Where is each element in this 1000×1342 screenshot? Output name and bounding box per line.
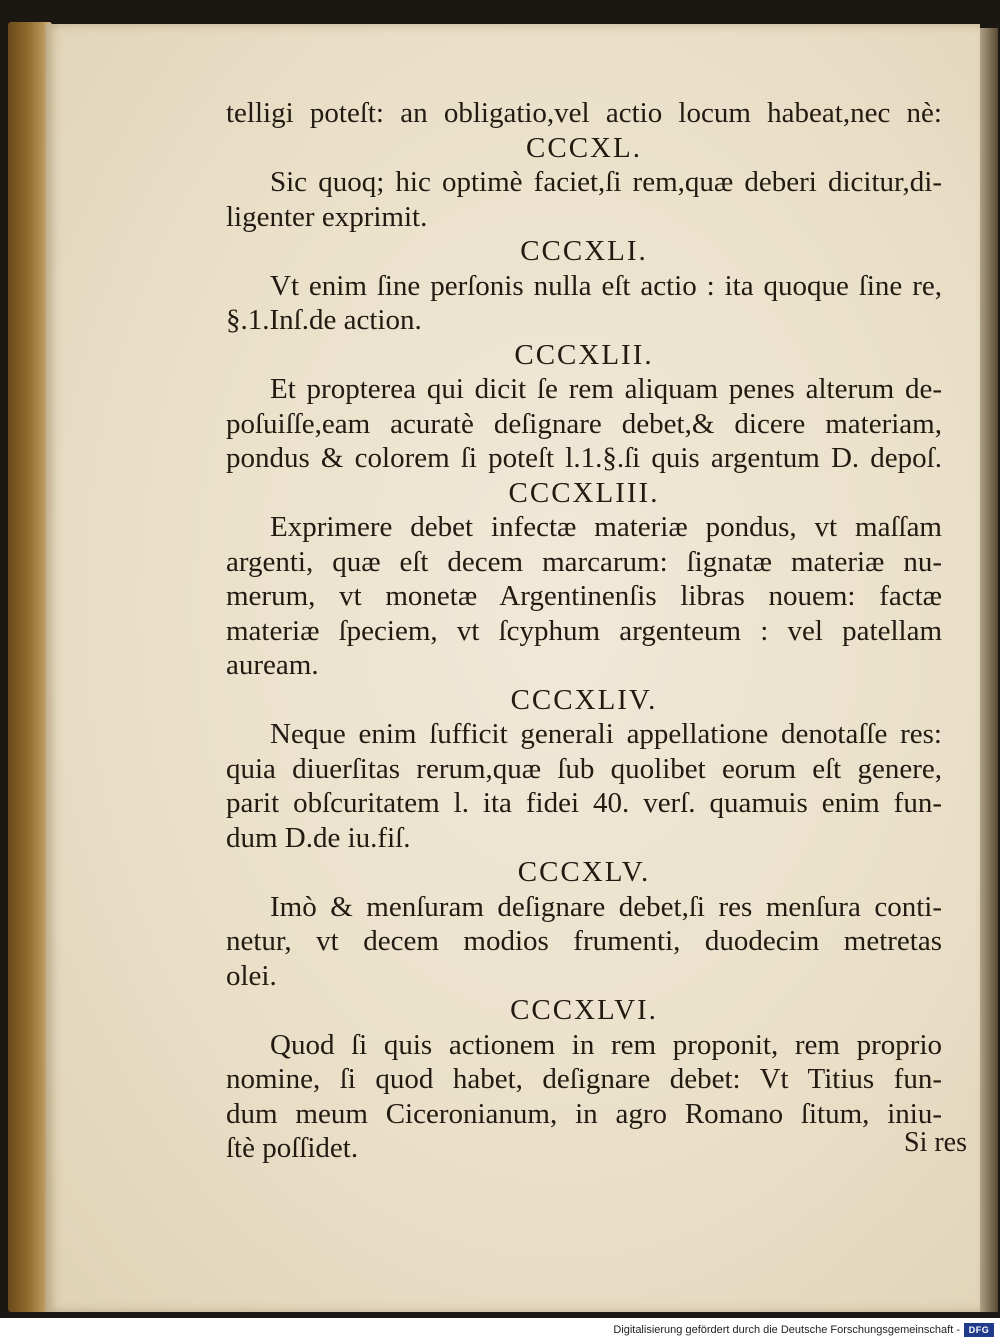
text-line: olei. xyxy=(226,959,277,992)
text-line: Vt enim ſine perſonis nulla eſt actio : ita quoque ſine re, xyxy=(270,269,942,302)
text-line: nomine, ſi quod habet, deſignare debet: Vt Titius fun- xyxy=(226,1063,942,1095)
text-line: argenti, quæ eſt decem marcarum: ſignatæ materiæ nu- xyxy=(226,545,942,578)
text-line: parit obſcuritatem l. ita fidei 40. verſ. quamuis enim fun- xyxy=(226,787,942,819)
funding-credit: Digitalisierung gefördert durch die Deutsche Forschungsgemeinschaft - xyxy=(613,1324,960,1336)
text-line: Et propterea qui dicit ſe rem aliquam penes alterum de- xyxy=(270,373,942,405)
text-line: pondus & colorem ſi poteſt l.1.§.ſi quis argentum D. depoſ. xyxy=(226,442,942,474)
section-heading: CCCXLIII. xyxy=(508,476,660,509)
text-line: Imò & menſuram deſignare debet,ſi res menſura conti- xyxy=(270,890,942,923)
text-line: ligenter exprimit. xyxy=(226,200,428,233)
text-line: telligi poteſt: an obligatio,vel actio locum habeat,nec nè: xyxy=(226,97,942,129)
text-line: materiæ ſpeciem, vt ſcyphum argenteum : vel patellam xyxy=(226,614,942,647)
text-line: netur, vt decem modios frumenti, duodecim metretas xyxy=(226,925,942,957)
catchword: Si res xyxy=(904,1127,967,1158)
text-line: merum, vt monetæ Argentinenſis libras nouem: factæ xyxy=(226,580,942,612)
text-line: quia diuerſitas rerum,quæ ſub quolibet eorum eſt genere, xyxy=(226,752,942,785)
text-line: dum meum Ciceronianum, in agro Romano ſitum, iniu- xyxy=(226,1097,942,1130)
text-line: poſuiſſe,eam acuratè deſignare debet,& dicere materiam, xyxy=(226,407,942,440)
text-line: auream. xyxy=(226,649,319,681)
section-heading: CCCXLI. xyxy=(520,235,648,267)
section-heading: CCCXLV. xyxy=(517,856,651,888)
text-line: Sic quoq; hic optimè faciet,ſi rem,quæ deberi dicitur,di- xyxy=(270,166,942,198)
section-heading: CCCXL. xyxy=(526,131,642,164)
text-line: Neque enim ſufficit generali appellatione denotaſſe res: xyxy=(270,718,942,750)
text-line: dum D.de iu.fiſ. xyxy=(226,821,411,854)
section-heading: CCCXLIV. xyxy=(510,683,658,716)
dfg-logo: DFG xyxy=(964,1323,994,1337)
text-line: §.1.Inſ.de action. xyxy=(226,304,422,336)
page-text xyxy=(226,96,942,1166)
text-line: ſtè poſſidet. xyxy=(226,1132,359,1164)
text-line: Exprimere debet infectæ materiæ pondus, vt maſſam xyxy=(270,511,942,543)
book-page xyxy=(46,24,980,1312)
text-line: Quod ſi quis actionem in rem proponit, rem proprio xyxy=(270,1028,942,1061)
section-heading: CCCXLVI. xyxy=(510,994,658,1026)
section-heading: CCCXLII. xyxy=(514,338,654,371)
